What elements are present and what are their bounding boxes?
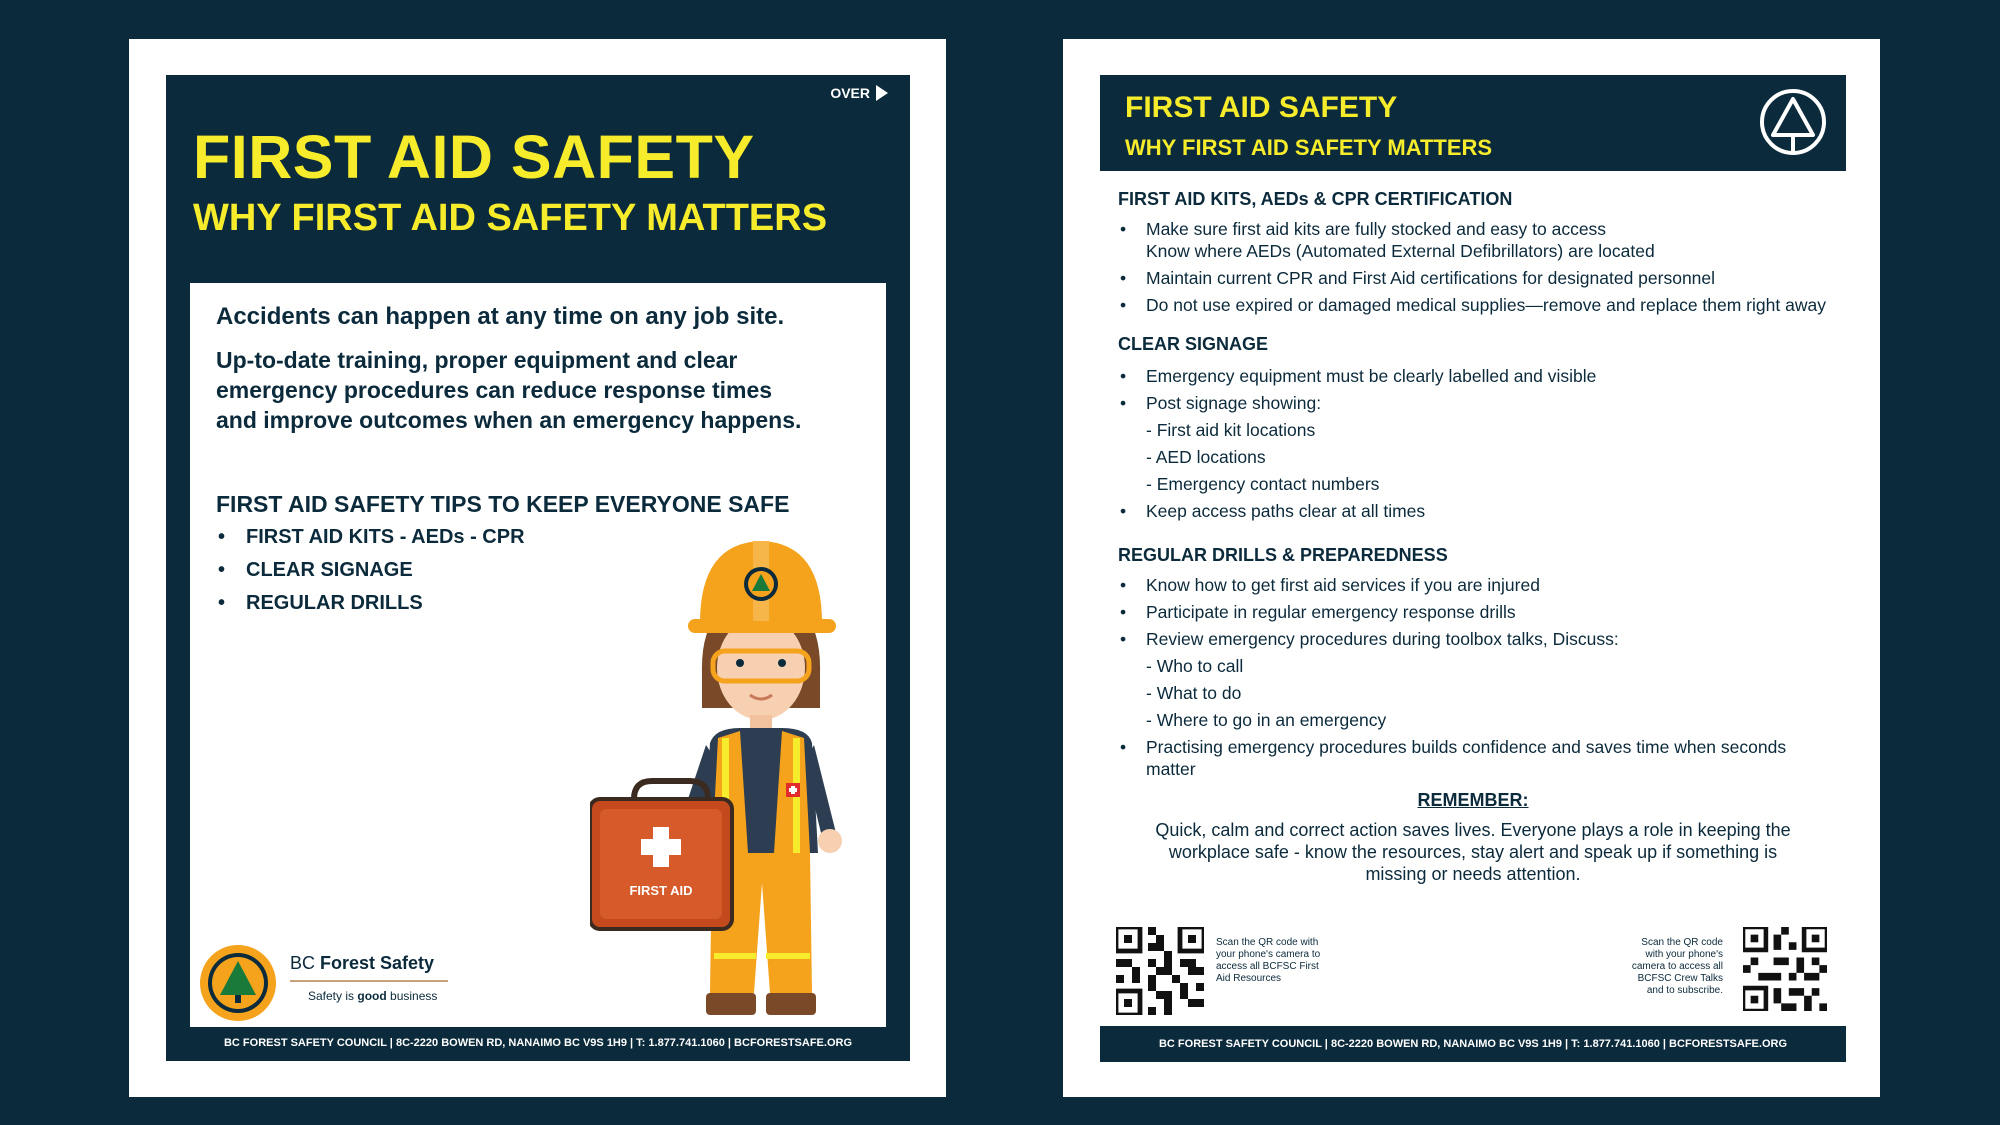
qr-code-left: [1116, 927, 1204, 1015]
qr-left-caption: Scan the QR code with your phone's camera to access all BCFSC First Aid Resources: [1216, 937, 1321, 984]
front-subtitle: WHY FIRST AID SAFETY MATTERS: [193, 197, 828, 239]
back-header: [1100, 75, 1846, 171]
list-item: • Emergency equipment must be clearly labelled and visible: [1118, 365, 1828, 392]
list-item: - AED locations: [1146, 447, 1266, 467]
front-paragraph: Up-to-date training, proper equipment and clear emergency procedures can reduce response times and improve outcomes when an emergency happens.: [216, 347, 802, 433]
front-content-panel: [190, 283, 886, 1027]
over-indicator: [830, 85, 888, 101]
logo-divider: [290, 980, 448, 982]
list-item: • Know how to get first aid services if you are injured: [1118, 574, 1828, 601]
over-label: OVER: [830, 85, 870, 101]
back-body: [1118, 189, 1828, 885]
list-item: • Practising emergency procedures builds confidence and saves time when seconds matter: [1118, 736, 1828, 780]
list-item: - Who to call: [1146, 656, 1244, 676]
back-footer: BC FOREST SAFETY COUNCIL | 8C-2220 BOWEN RD, NANAIMO BC V9S 1H9 | T: 1.877.741.1060 | BCFORESTSAFE.ORG: [1100, 1026, 1846, 1062]
list-item: • Make sure first aid kits are fully stocked and easy to access: [1118, 218, 1828, 240]
list-item: • Maintain current CPR and First Aid certifications for designated personnel: [1118, 267, 1828, 289]
kit-label: FIRST AID: [629, 883, 693, 898]
list-item: • Do not use expired or damaged medical supplies—remove and replace them right away: [1118, 294, 1828, 316]
tips-heading: FIRST AID SAFETY TIPS TO KEEP EVERYONE SAFE: [216, 491, 790, 517]
front-navy-panel: [166, 75, 910, 1061]
list-item: - Where to go in an emergency: [1146, 710, 1387, 730]
tips-list: [216, 525, 525, 624]
list-item: • Keep access paths clear at all times: [1118, 500, 1828, 527]
tip-item: • REGULAR DRILLS: [216, 591, 525, 624]
list-item: • Review emergency procedures during toolbox talks, Discuss:: [1118, 628, 1828, 655]
qr-right-caption: Scan the QR code with your phone's camera to access all BCFSC Crew Talks and to subscribe.: [1631, 937, 1723, 996]
section-heading: CLEAR SIGNAGE: [1118, 334, 1269, 354]
tip-item: • FIRST AID KITS - AEDs - CPR: [216, 525, 525, 558]
logo-tagline: Safety is good business: [308, 989, 438, 1003]
front-intro: Accidents can happen at any time on any job site.: [216, 303, 785, 330]
remember-heading: REMEMBER:: [1417, 790, 1529, 810]
play-arrow-icon: [876, 85, 888, 101]
section-list: [1118, 574, 1828, 780]
front-footer: BC FOREST SAFETY COUNCIL | 8C-2220 BOWEN RD, NANAIMO BC V9S 1H9 | T: 1.877.741.1060 | BCFORESTSAFE.ORG: [223, 1037, 853, 1049]
back-title: FIRST AID SAFETY: [1125, 91, 1398, 124]
back-subtitle: WHY FIRST AID SAFETY MATTERS: [1125, 135, 1493, 160]
remember-text: Quick, calm and correct action saves lives. Everyone plays a role in keeping the workplace safe - know the resources, stay alert and speak up if something is missing or needs attention.: [1155, 820, 1791, 884]
list-item: - What to do: [1146, 683, 1242, 703]
list-item: Know where AEDs (Automated External Defibrillators) are located: [1146, 241, 1655, 261]
bcfsc-logo-icon: [198, 943, 278, 1023]
list-item: - Emergency contact numbers: [1146, 474, 1380, 494]
tip-item: • CLEAR SIGNAGE: [216, 558, 525, 591]
section-list: [1118, 365, 1828, 527]
list-item: - First aid kit locations: [1146, 420, 1316, 440]
qr-code-right: [1743, 927, 1827, 1011]
section-list: [1118, 218, 1828, 316]
poster-page-front: [129, 39, 946, 1097]
worker-illustration: [590, 523, 880, 1023]
front-title: FIRST AID SAFETY: [193, 123, 755, 191]
logo-name: BC Forest Safety: [290, 953, 435, 973]
list-item: • Post signage showing:: [1118, 392, 1828, 419]
list-item: • Participate in regular emergency response drills: [1118, 601, 1828, 628]
section-heading: REGULAR DRILLS & PREPAREDNESS: [1118, 545, 1448, 565]
poster-page-back: [1063, 39, 1880, 1097]
tree-logo-icon: [1758, 87, 1828, 157]
section-heading: FIRST AID KITS, AEDs & CPR CERTIFICATION: [1118, 189, 1513, 209]
